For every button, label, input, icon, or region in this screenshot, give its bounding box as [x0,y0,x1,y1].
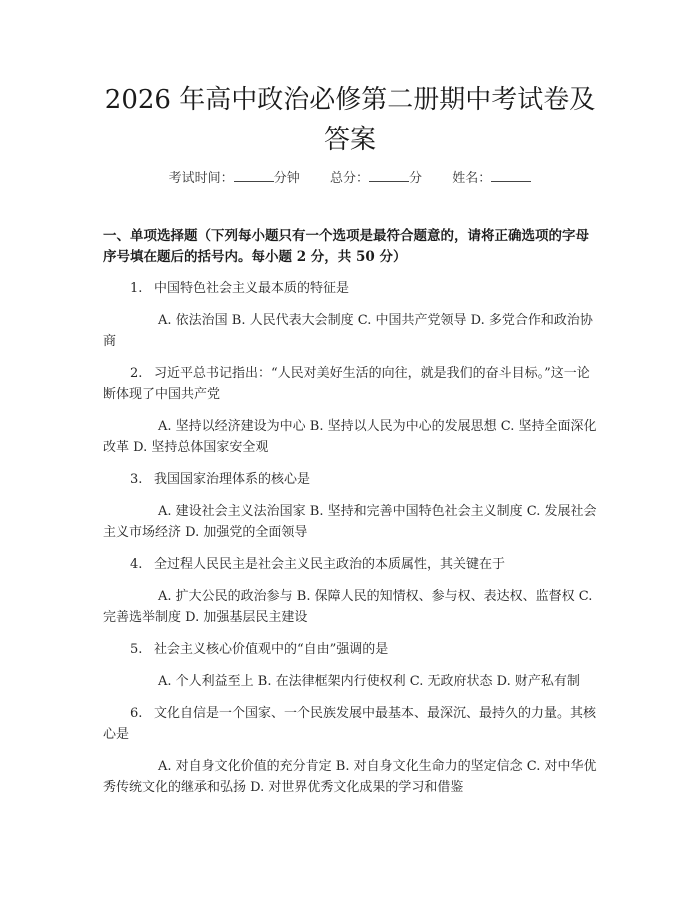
question-stem [103,703,598,745]
question-text: 习近平总书记指出：“人民对美好生活的向往，就是我们的奋斗目标。”这一论断体现了中国共产党 [103,366,590,402]
question-text: 全过程人民民主是社会主义民主政治的本质属性，其关键在于 [154,557,506,572]
question-options: A. 扩大公民的政治参与 B. 保障人民的知情权、参与权、表达权、监督权 C. 完善选举制度 D. 加强基层民主建设 [103,589,593,625]
total-score-label: 总分： [329,171,369,186]
question-stem [103,554,598,575]
question-number: 3. [130,472,143,487]
exam-time-blank[interactable] [234,168,274,182]
total-score-blank[interactable] [369,168,409,182]
student-name-label: 姓名： [452,171,492,186]
question-stem [103,469,598,490]
question-text: 文化自信是一个国家、一个民族发展中最基本、最深沉、最持久的力量。其核心是 [103,706,597,742]
question-text: 中国特色社会主义最本质的特征是 [154,281,350,296]
question-text: 社会主义核心价值观中的“自由”强调的是 [154,642,389,657]
question-options: A. 个人利益至上 B. 在法律框架内行使权利 C. 无政府状态 D. 财产私有制 [158,674,580,689]
question-number: 6. [130,706,143,721]
question-text: 我国国家治理体系的核心是 [154,472,311,487]
question-list [103,278,598,809]
question-stem [103,639,598,660]
question-stem [103,363,598,405]
total-score-unit: 分 [409,171,423,186]
student-name-blank[interactable] [491,168,531,182]
question-stem [103,278,598,299]
question-number: 5. [130,642,143,657]
exam-time-unit: 分钟 [273,171,300,186]
question-options: A. 坚持以经济建设为中心 B. 坚持以人民为中心的发展思想 C. 坚持全面深化改革 D. 坚持总体国家安全观 [103,419,597,455]
question-options: A. 依法治国 B. 人民代表大会制度 C. 中国共产党领导 D. 多党合作和政治协商 [103,313,593,349]
section-heading: 一、单项选择题（下列每小题只有一个选项是最符合题意的，请将正确选项的字母序号填在题后的括号内。每小题 2 分，共 50 分） [103,228,589,265]
question-number: 1. [130,281,143,296]
exam-time-label: 考试时间： [168,171,234,186]
question-number: 2. [130,366,143,381]
exam-title: 2026 年高中政治必修第二册期中考试卷及答案 [104,85,596,155]
question-options: A. 对自身文化价值的充分肯定 B. 对自身文化生命力的坚定信念 C. 对中华优秀传统文化的继承和弘扬 D. 对世界优秀文化成果的学习和借鉴 [103,759,597,795]
question-number: 4. [130,557,143,572]
question-options: A. 建设社会主义法治国家 B. 坚持和完善中国特色社会主义制度 C. 发展社会主义市场经济 D. 加强党的全面领导 [103,504,597,540]
exam-info-line [0,168,700,189]
